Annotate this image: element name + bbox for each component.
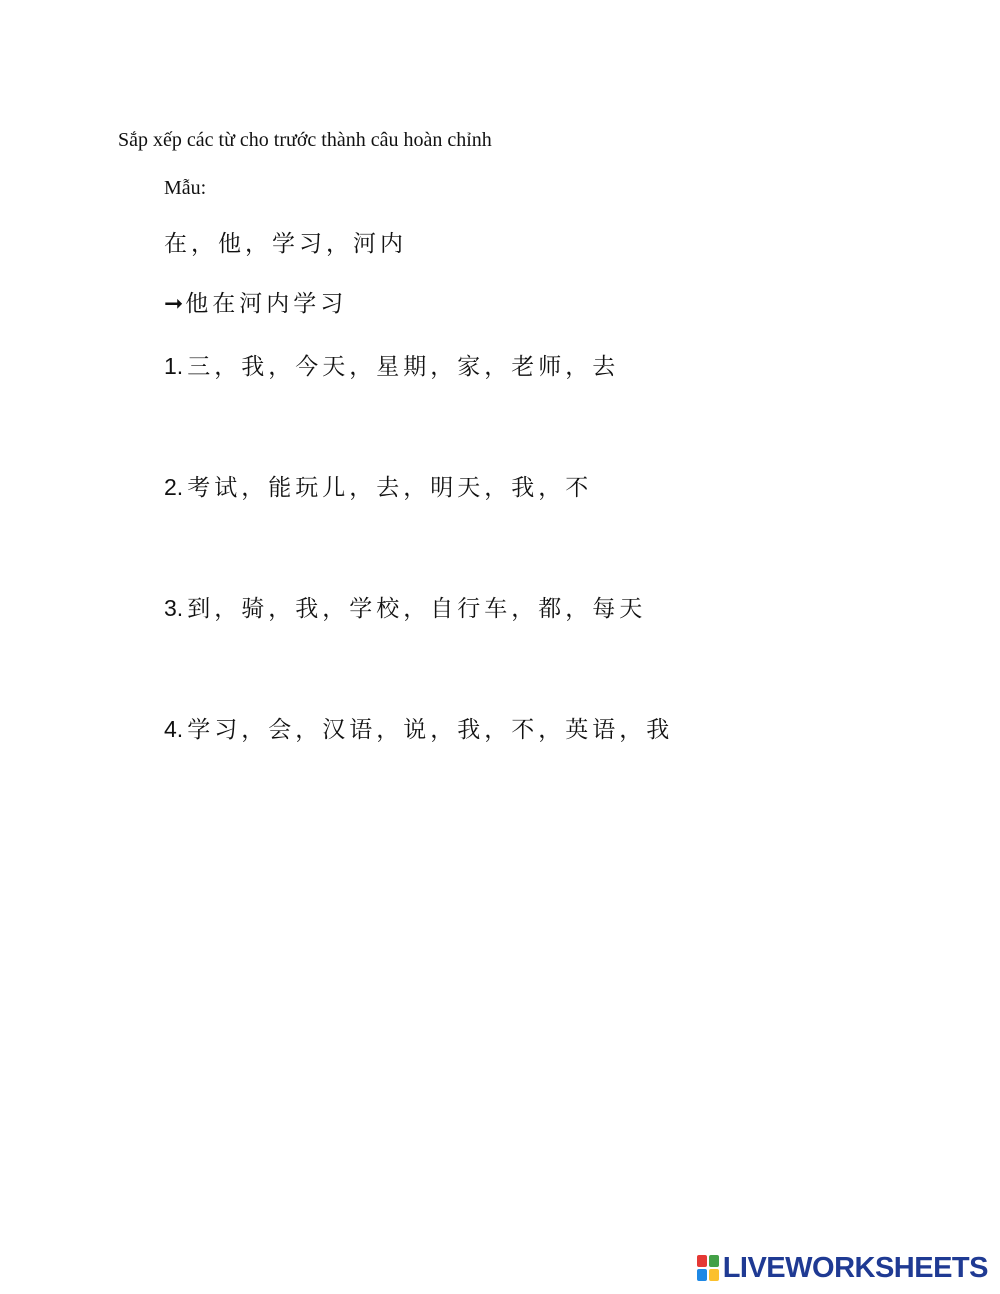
sample-words: 在，他，学习，河内 <box>164 231 407 257</box>
question-4 <box>164 713 673 746</box>
question-number: 3. <box>164 595 184 621</box>
question-number: 2. <box>164 474 184 500</box>
question-words: 到，骑，我，学校，自行车，都，每天 <box>187 596 647 622</box>
sample-answer-line <box>164 288 347 320</box>
question-number: 4. <box>164 716 184 742</box>
sample-label: Mẫu: <box>164 177 207 199</box>
question-words: 学习，会，汉语，说，我，不，英语，我 <box>187 717 674 743</box>
instruction-text: Sắp xếp các từ cho trước thành câu hoàn chỉnh <box>118 129 492 151</box>
right-arrow-icon: ➞ <box>164 291 184 317</box>
liveworksheets-logo <box>697 1254 988 1282</box>
logo-blocks-icon <box>697 1255 719 1281</box>
question-number: 1. <box>164 353 184 379</box>
sample-answer: 他在河内学习 <box>185 291 348 317</box>
question-3 <box>164 592 646 625</box>
question-1 <box>164 350 619 383</box>
question-2 <box>164 471 592 504</box>
question-words: 三，我，今天，星期，家，老师，去 <box>187 354 620 380</box>
question-words: 考试，能玩儿，去，明天，我，不 <box>187 475 593 501</box>
logo-text: LIVEWORKSHEETS <box>722 1252 988 1284</box>
